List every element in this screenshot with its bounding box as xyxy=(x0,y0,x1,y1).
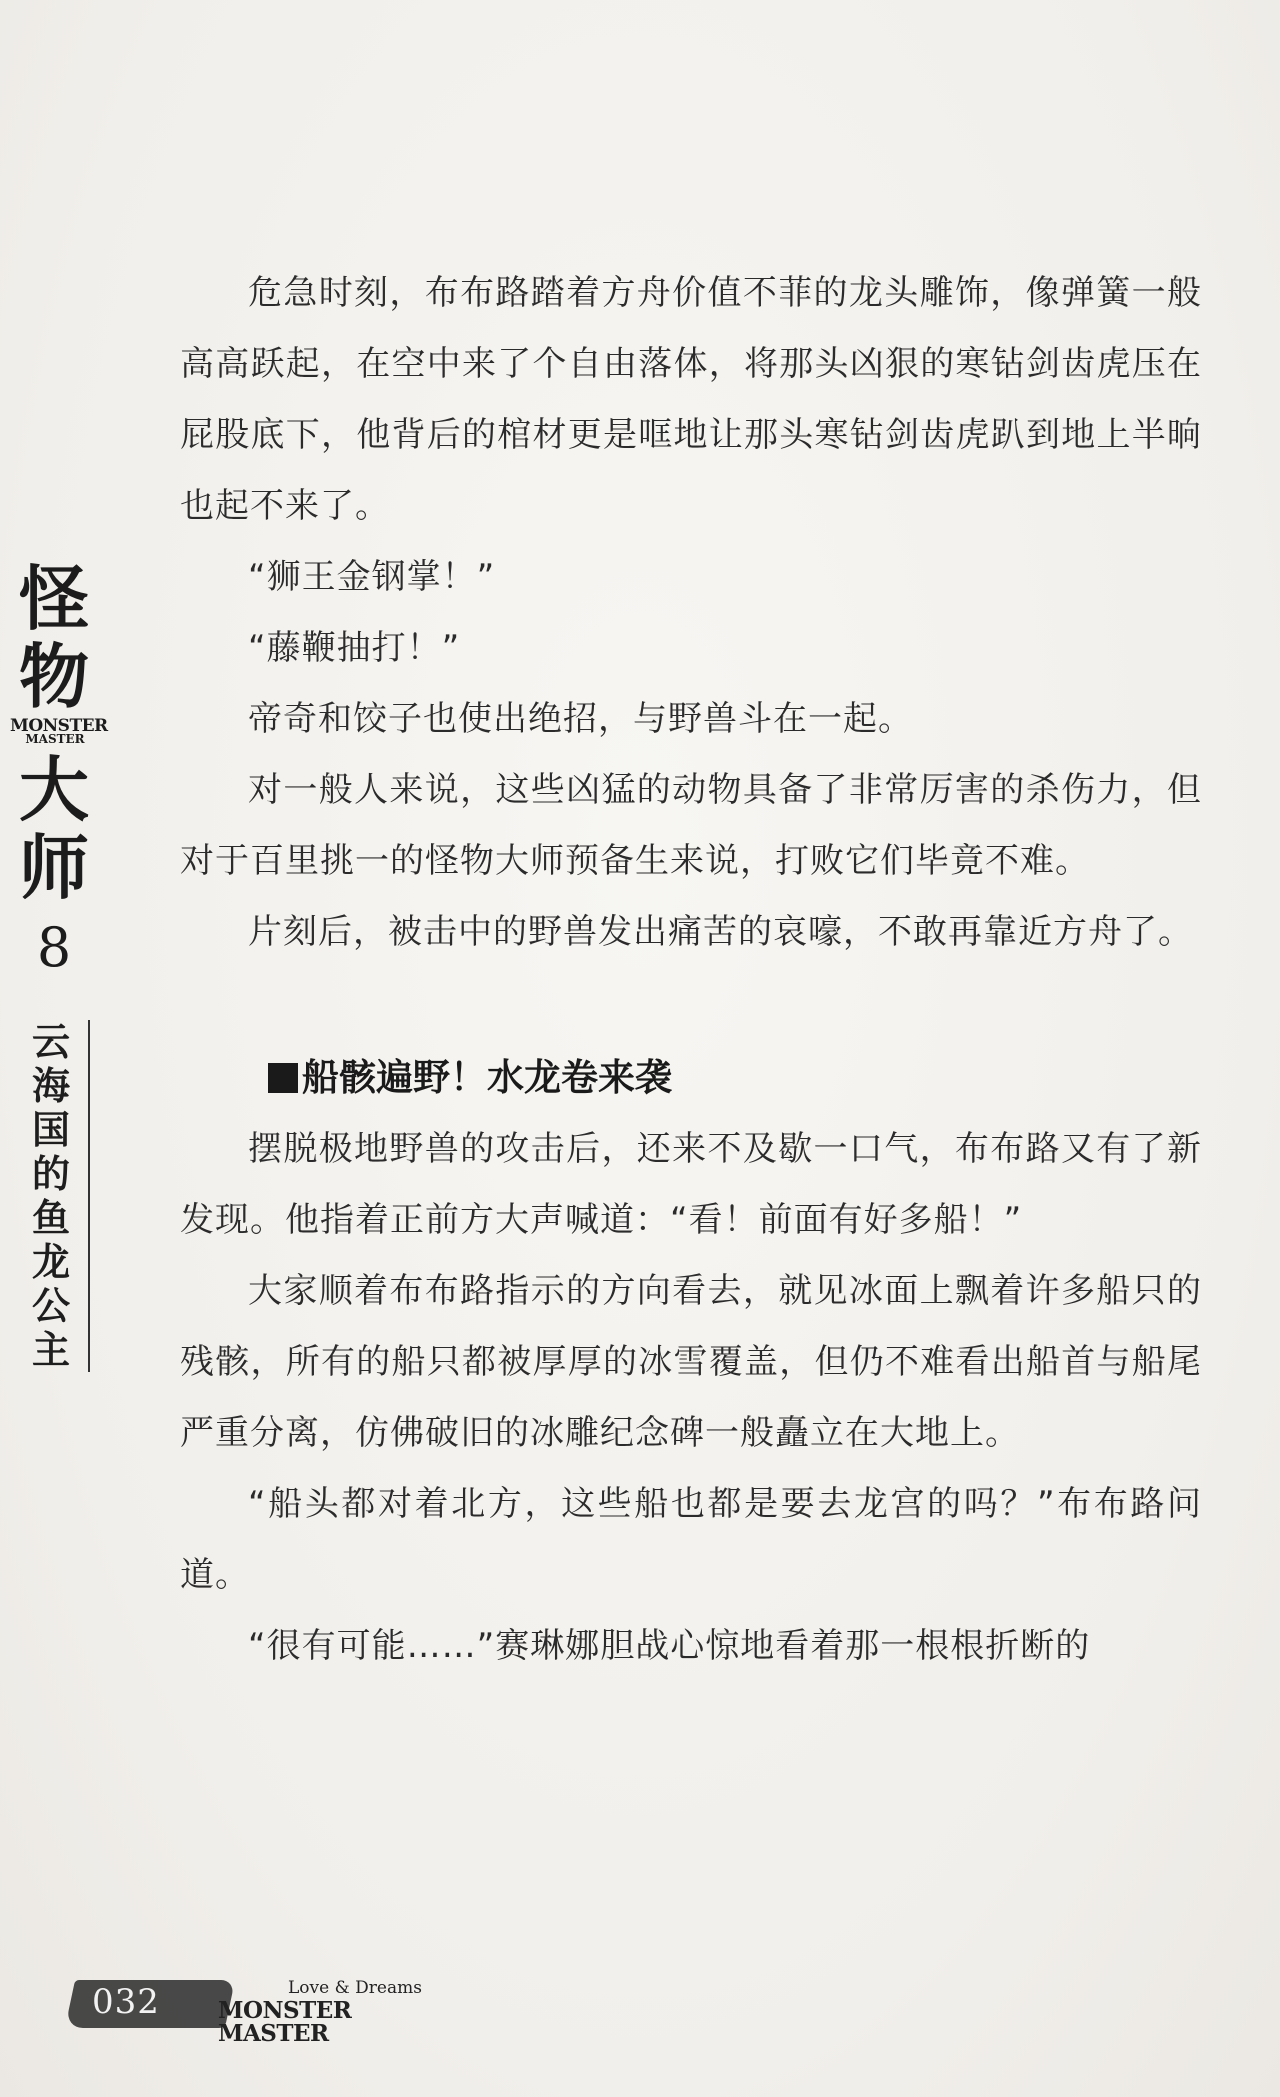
paragraph: 帝奇和饺子也使出绝招，与野兽斗在一起。 xyxy=(248,699,913,739)
paragraph: “很有可能……”赛琳娜胆战心惊地看着那一根根折断的 xyxy=(248,1626,1091,1666)
section-heading-text: 船骸遍野！水龙卷来袭 xyxy=(302,1056,672,1099)
body-text xyxy=(180,258,1202,1682)
spine-subtitle-char: 公 xyxy=(31,1284,70,1328)
spine-title-bottom: 大师 xyxy=(19,749,89,909)
spine-subtitle-char: 海 xyxy=(31,1064,70,1108)
spine-subtitle-char: 国 xyxy=(31,1108,70,1152)
spine-subtitle-char: 的 xyxy=(31,1152,70,1196)
paragraph: 大家顺着布布路指示的方向看去，就见冰面上飘着许多船只的残骸，所有的船只都被厚厚的冰雪覆盖，但仍不难看出船首与船尾严重分离，仿佛破旧的冰雕纪念碑一般矗立在大地上。 xyxy=(180,1271,1202,1453)
spine-title-top: 怪物 xyxy=(19,558,89,718)
paragraph: 摆脱极地野兽的攻击后，还来不及歇一口气，布布路又有了新发现。他指着正前方大声喊道：“看！前面有好多船！” xyxy=(180,1129,1202,1240)
paragraph: 片刻后，被击中的野兽发出痛苦的哀嚎，不敢再靠近方舟了。 xyxy=(248,912,1193,952)
paragraph: “船头都对着北方，这些船也都是要去龙宫的吗？”布布路问道。 xyxy=(180,1484,1202,1595)
section-heading xyxy=(180,1042,1202,1114)
paragraph: 危急时刻，布布路踏着方舟价值不菲的龙头雕饰，像弹簧一般高高跃起，在空中来了个自由落体，将那头凶狠的寒钻剑齿虎压在屁股底下，他背后的棺材更是哐地让那头寒钻剑齿虎趴到地上半晌也起不来了。 xyxy=(180,273,1202,526)
page-footer xyxy=(70,1978,450,2047)
paragraph: “狮王金钢掌！” xyxy=(248,557,496,597)
spine-title xyxy=(10,558,108,983)
spine-subtitle-char: 鱼 xyxy=(31,1196,70,1240)
footer-brand-line2: MONSTER MASTER xyxy=(218,1997,352,2047)
spine-brand-line1: MONSTER xyxy=(10,716,108,736)
spine-volume-number: 8 xyxy=(36,916,72,979)
square-bullet-icon xyxy=(268,1063,298,1093)
spine-brand-logo xyxy=(10,716,108,746)
spine-subtitle-char: 主 xyxy=(31,1328,70,1372)
footer-brand-line1: Love & Dreams xyxy=(288,1978,422,1998)
spine-subtitle-char: 云 xyxy=(31,1020,70,1064)
spine-brand-line2: MASTER xyxy=(25,732,85,746)
spine-subtitle xyxy=(20,1020,90,1372)
paragraph: 对一般人来说，这些凶猛的动物具备了非常厉害的杀伤力，但对于百里挑一的怪物大师预备生来说，打败它们毕竟不难。 xyxy=(180,770,1202,881)
footer-brand-logo xyxy=(218,1980,450,2045)
spine-subtitle-char: 龙 xyxy=(31,1240,70,1284)
paragraph: “藤鞭抽打！” xyxy=(248,628,461,668)
page-number: 032 xyxy=(92,1982,160,2022)
